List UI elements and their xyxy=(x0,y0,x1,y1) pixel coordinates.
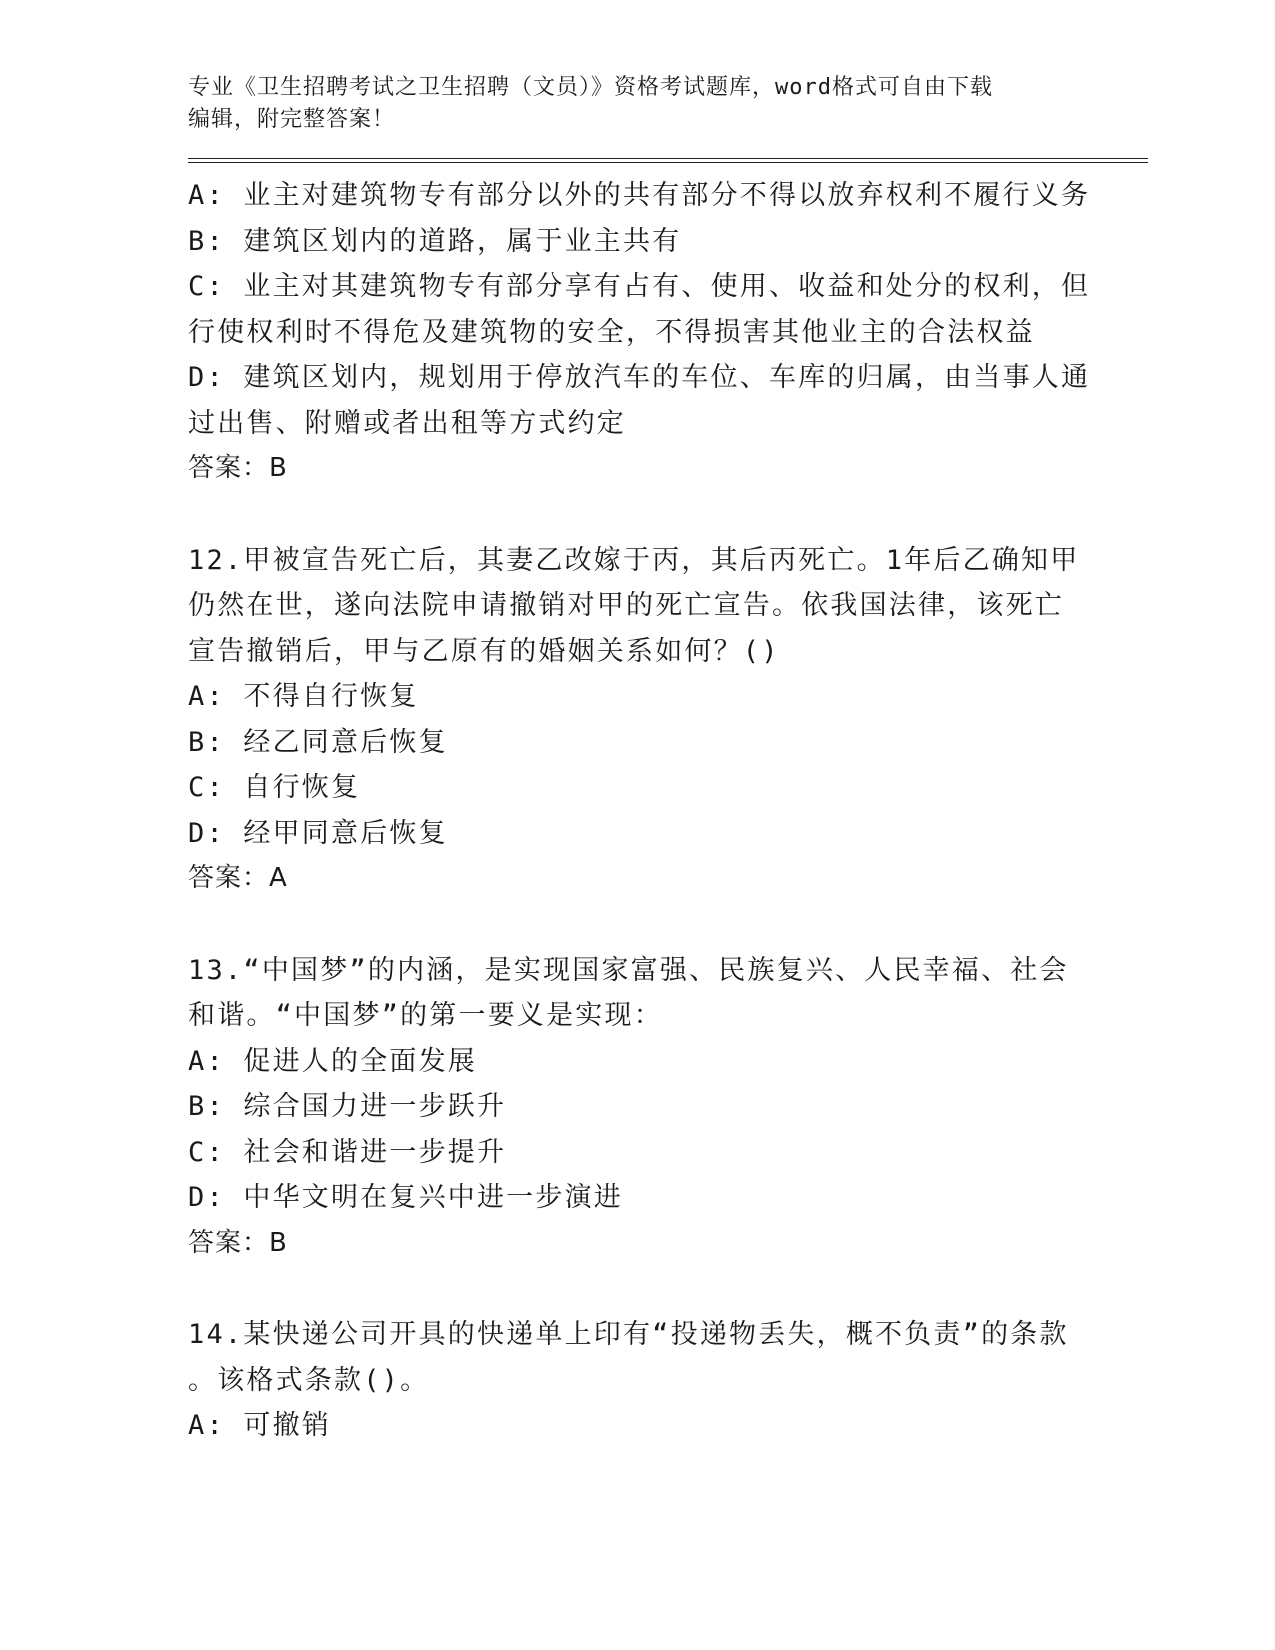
option-line: A: 业主对建筑物专有部分以外的共有部分不得以放弃权利不履行义务 xyxy=(188,180,1091,211)
header-line-1: 专业《卫生招聘考试之卫生招聘（文员）》资格考试题库，word格式可自由下载 xyxy=(188,75,993,100)
option-line: B: 建筑区划内的道路，属于业主共有 xyxy=(188,225,682,257)
question-13 xyxy=(188,948,1148,1267)
option-line: A: 促进人的全面发展 xyxy=(188,1045,477,1077)
question-14 xyxy=(188,1312,1148,1449)
answer-line: 答案：A xyxy=(188,863,288,893)
answer-line: 答案：B xyxy=(188,453,288,483)
header-line-2: 编辑，附完整答案！ xyxy=(188,107,396,132)
option-line: B: 经乙同意后恢复 xyxy=(188,726,448,758)
question-stem-line: 宣告撤销后，甲与乙原有的婚姻关系如何？() xyxy=(188,635,780,667)
document-header xyxy=(188,72,1068,136)
option-line: D: 经甲同意后恢复 xyxy=(188,817,448,849)
header-divider xyxy=(188,158,1148,163)
answer-line: 答案：B xyxy=(188,1227,288,1258)
option-line: A: 可撤销 xyxy=(188,1410,331,1441)
option-line: C: 自行恢复 xyxy=(188,772,361,803)
question-stem-line: 14.某快递公司开具的快递单上印有“投递物丢失，概不负责”的条款 xyxy=(188,1319,1069,1350)
question-stem-line: 。该格式条款()。 xyxy=(188,1364,430,1396)
option-line: 过出售、附赠或者出租等方式约定 xyxy=(188,407,626,439)
option-line: C: 业主对其建筑物专有部分享有占有、使用、收益和处分的权利，但 xyxy=(188,271,1091,302)
question-stem-line: 12.甲被宣告死亡后，其妻乙改嫁于丙，其后丙死亡。1年后乙确知甲 xyxy=(188,544,1080,576)
option-line: D: 建筑区划内，规划用于停放汽车的车位、车库的归属，由当事人通 xyxy=(188,362,1091,393)
question-stem-line: 13.“中国梦”的内涵，是实现国家富强、民族复兴、人民幸福、社会 xyxy=(188,954,1069,986)
question-11 xyxy=(188,173,1148,492)
question-list xyxy=(188,173,1148,1449)
option-line: A: 不得自行恢复 xyxy=(188,681,419,712)
option-line: D: 中华文明在复兴中进一步演进 xyxy=(188,1182,623,1213)
option-line: C: 社会和谐进一步提升 xyxy=(188,1136,507,1168)
option-line: 行使权利时不得危及建筑物的安全，不得损害其他业主的合法权益 xyxy=(188,316,1035,348)
question-12 xyxy=(188,538,1148,902)
question-stem-line: 仍然在世，遂向法院申请撤销对甲的死亡宣告。依我国法律，该死亡 xyxy=(188,590,1064,621)
question-stem-line: 和谐。“中国梦”的第一要义是实现： xyxy=(188,1000,663,1031)
document-page xyxy=(188,72,1148,1449)
option-line: B: 综合国力进一步跃升 xyxy=(188,1091,507,1122)
